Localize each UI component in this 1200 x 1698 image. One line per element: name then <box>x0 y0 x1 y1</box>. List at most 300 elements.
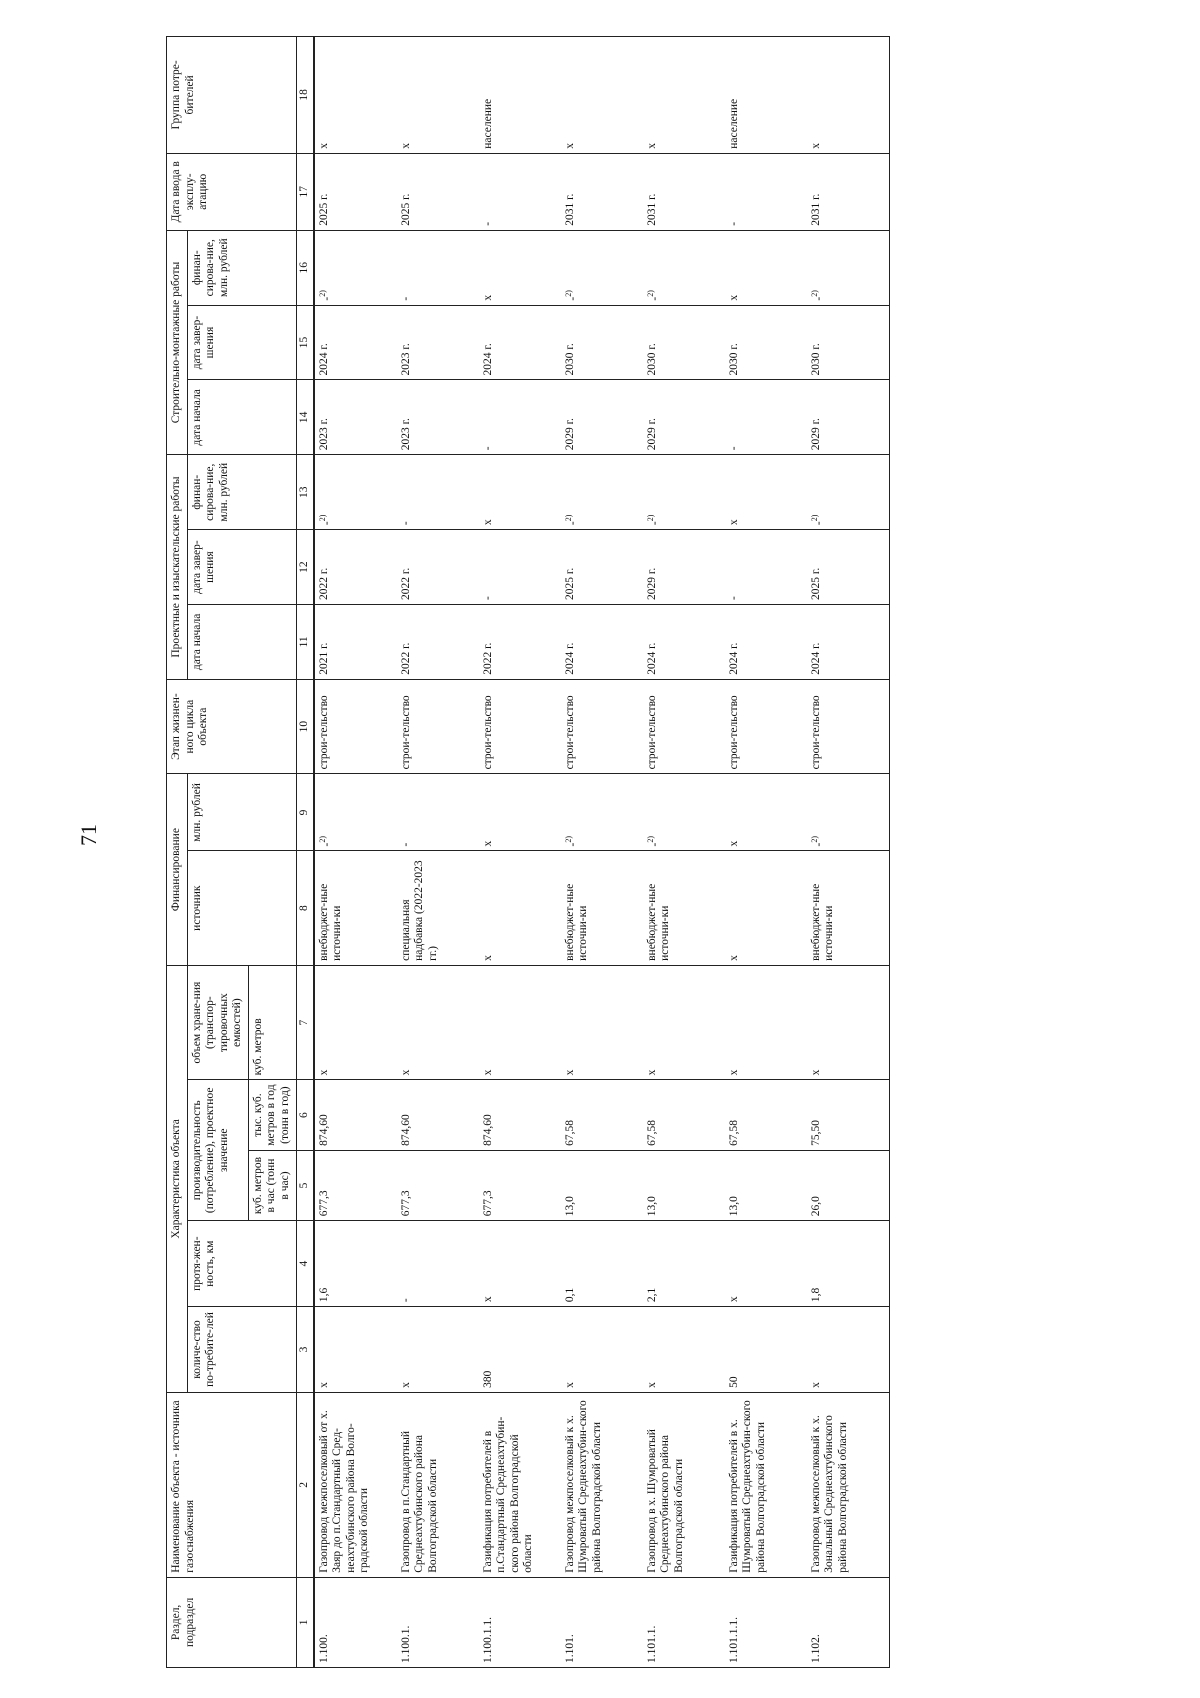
cell-value: 1.100.1. <box>399 1625 412 1663</box>
cell-value: 2024 г. <box>563 642 576 675</box>
cell-razdel <box>643 1577 725 1667</box>
column-number: 8 <box>296 851 314 965</box>
cell-etap <box>314 679 397 774</box>
column-number: 4 <box>296 1221 314 1307</box>
cell-value: 26,0 <box>809 1196 822 1217</box>
cell-data-vvoda <box>561 153 643 230</box>
cell-pir-finansirovanie <box>314 455 397 530</box>
header-obem-hraneniya: объем хране-ния (транспор-тировочных емкостей) <box>187 965 248 1080</box>
cell-mln-rublei <box>725 774 807 851</box>
cell-value: х <box>399 143 412 149</box>
cell-value: х <box>317 143 330 149</box>
cell-pir-finansirovanie <box>561 455 643 530</box>
column-number: 2 <box>296 1392 314 1577</box>
cell-pir-zavershenie <box>807 530 890 605</box>
cell-istochnik <box>314 851 397 965</box>
cell-istochnik <box>397 851 479 965</box>
table-row <box>479 37 561 1668</box>
cell-value: х <box>727 955 740 961</box>
cell-pir-finansirovanie <box>643 455 725 530</box>
cell-naimenovanie <box>725 1392 807 1577</box>
cell-value: Газопровод в х. Шумроватый Среднеахтубинского района Волгоградской области <box>645 1429 685 1573</box>
cell-razdel <box>314 1577 397 1667</box>
cell-naimenovanie <box>314 1392 397 1577</box>
cell-etap <box>397 679 479 774</box>
cell-smr-finansirovanie <box>479 230 561 305</box>
cell-mln-rublei <box>397 774 479 851</box>
cell-smr-nachalo <box>725 380 807 455</box>
cell-value: 67,58 <box>645 1119 658 1146</box>
cell-value: 0,1 <box>563 1287 576 1303</box>
cell-value: 2023 г. <box>399 343 412 376</box>
cell-value: 2029 г. <box>645 418 658 451</box>
cell-naimenovanie <box>397 1392 479 1577</box>
cell-pir-zavershenie <box>725 530 807 605</box>
cell-mln-rublei <box>561 774 643 851</box>
cell-value: - <box>727 221 740 226</box>
cell-data-vvoda <box>397 153 479 230</box>
cell-value: х <box>481 1296 494 1303</box>
cell-value: 2022 г. <box>399 567 412 600</box>
cell-pir-nachalo <box>561 604 643 679</box>
cell-istochnik <box>643 851 725 965</box>
cell-istochnik <box>479 851 561 965</box>
cell-value: 677,3 <box>481 1190 494 1217</box>
cell-value: - <box>566 521 579 526</box>
cell-smr-nachalo <box>561 380 643 455</box>
column-number: 18 <box>296 37 314 154</box>
cell-value: специальная надбавка (2022-2023 гг.) <box>399 860 439 961</box>
cell-value: х <box>563 143 576 149</box>
cell-value: 2025 г. <box>563 567 576 600</box>
cell-obem-hraneniya <box>397 965 479 1080</box>
cell-obem-hraneniya <box>561 965 643 1080</box>
cell-mln-rublei <box>807 774 890 851</box>
header-protyazhennost: протя-жен-ность, км <box>187 1221 296 1307</box>
cell-value: х <box>645 1069 658 1076</box>
cell-value: х <box>809 1382 822 1388</box>
cell-value: 13,0 <box>563 1196 576 1217</box>
cell-value: - <box>648 296 661 301</box>
footnote-mark: 2) <box>317 835 327 843</box>
footnote-mark: 2) <box>563 835 573 843</box>
cell-etap <box>725 679 807 774</box>
column-number: 12 <box>296 530 314 605</box>
cell-value: - <box>566 842 579 847</box>
cell-gruppa <box>807 37 890 154</box>
header-tys-kub-god: тыс. куб. метров в год (тонн в год) <box>248 1080 296 1150</box>
cell-smr-nachalo <box>643 380 725 455</box>
cell-smr-finansirovanie <box>561 230 643 305</box>
cell-smr-finansirovanie <box>725 230 807 305</box>
cell-pir-nachalo <box>479 604 561 679</box>
cell-value: 2031 г. <box>645 193 658 226</box>
cell-value: 2030 г. <box>563 343 576 376</box>
cell-value: х <box>727 519 740 526</box>
cell-pir-zavershenie <box>479 530 561 605</box>
cell-kolichestvo <box>807 1307 890 1393</box>
cell-protyazhennost <box>807 1221 890 1307</box>
cell-value: - <box>812 842 825 847</box>
cell-value: внебюджет-ные источни-ки <box>563 883 590 961</box>
cell-value: х <box>481 840 494 847</box>
cell-razdel <box>479 1577 561 1667</box>
cell-value: 1,6 <box>317 1287 330 1303</box>
cell-value: 67,58 <box>563 1119 576 1146</box>
cell-value: 67,58 <box>727 1119 740 1146</box>
cell-value: население <box>481 98 494 149</box>
cell-gruppa <box>725 37 807 154</box>
cell-value: - <box>399 842 412 847</box>
header-etap: Этап жизнен-ного цикла объекта <box>167 679 297 774</box>
cell-value: - <box>727 446 740 451</box>
cell-value: - <box>566 296 579 301</box>
cell-value: х <box>317 1069 330 1076</box>
cell-value: строи-тельство <box>645 695 658 770</box>
cell-istochnik <box>807 851 890 965</box>
cell-value: население <box>727 98 740 149</box>
column-number: 1 <box>296 1577 314 1667</box>
header-kolichestvo: количе-ство по-требите-лей <box>187 1307 296 1393</box>
cell-kolichestvo <box>643 1307 725 1393</box>
cell-value: 1.101.1. <box>645 1625 658 1663</box>
cell-value: х <box>727 1296 740 1303</box>
cell-kub-chas <box>725 1150 807 1220</box>
cell-pir-zavershenie <box>643 530 725 605</box>
cell-value: х <box>809 143 822 149</box>
gas-supply-table <box>166 36 890 1668</box>
cell-value: х <box>809 1069 822 1076</box>
cell-razdel <box>725 1577 807 1667</box>
cell-value: 2024 г. <box>317 343 330 376</box>
cell-value: 2030 г. <box>727 343 740 376</box>
column-number: 14 <box>296 380 314 455</box>
cell-value: х <box>481 1069 494 1076</box>
column-number: 9 <box>296 774 314 851</box>
cell-protyazhennost <box>725 1221 807 1307</box>
footnote-mark: 2) <box>809 514 819 522</box>
cell-value: 1.100.1.1. <box>481 1617 494 1663</box>
cell-value: х <box>481 955 494 961</box>
column-number: 6 <box>296 1080 314 1150</box>
cell-value: 874,60 <box>317 1114 330 1146</box>
cell-smr-nachalo <box>807 380 890 455</box>
cell-pir-nachalo <box>397 604 479 679</box>
header-gruppa: Группа потре-бителей <box>167 37 297 154</box>
cell-value: х <box>481 519 494 526</box>
cell-gruppa <box>314 37 397 154</box>
cell-value: Газопровод межпоселковый к х. Шумроватый Среднеахтубин-ского района Волгоградской области <box>563 1400 603 1573</box>
column-number: 15 <box>296 305 314 380</box>
table-header <box>167 37 314 1668</box>
cell-smr-finansirovanie <box>807 230 890 305</box>
table-row <box>807 37 890 1668</box>
cell-value: 2025 г. <box>317 193 330 226</box>
page-number: 71 <box>76 824 101 846</box>
rotated-table-area <box>166 36 1046 1668</box>
table-row <box>561 37 643 1668</box>
cell-value: строи-тельство <box>563 695 576 770</box>
cell-value: х <box>317 1382 330 1388</box>
header-data-vvoda: Дата ввода в эксплу-атацию <box>167 153 297 230</box>
cell-value: х <box>727 840 740 847</box>
cell-data-vvoda <box>643 153 725 230</box>
cell-value: внебюджет-ные источни-ки <box>645 883 672 961</box>
cell-value: Газопровод межпоселковый от х. Заяр до п.Стандартный Сред-неахтубинского района Волго-градской области <box>317 1410 371 1573</box>
cell-pir-nachalo <box>725 604 807 679</box>
cell-naimenovanie <box>561 1392 643 1577</box>
cell-data-vvoda <box>807 153 890 230</box>
cell-value: 1.100. <box>317 1634 330 1663</box>
cell-smr-nachalo <box>479 380 561 455</box>
cell-pir-zavershenie <box>397 530 479 605</box>
cell-value: - <box>727 596 740 600</box>
cell-mln-rublei <box>314 774 397 851</box>
cell-value: х <box>727 1069 740 1076</box>
cell-pir-finansirovanie <box>725 455 807 530</box>
cell-value: 1.101.1.1. <box>727 1617 740 1663</box>
cell-value: 2,1 <box>645 1287 658 1303</box>
footnote-mark: 2) <box>645 290 655 297</box>
cell-smr-zavershenie <box>807 305 890 380</box>
table-row <box>314 37 397 1668</box>
footnote-mark: 2) <box>645 514 655 522</box>
cell-naimenovanie <box>807 1392 890 1577</box>
cell-value: х <box>727 294 740 301</box>
cell-value: 2022 г. <box>399 642 412 675</box>
cell-kub-chas <box>397 1150 479 1220</box>
cell-kub-chas <box>479 1150 561 1220</box>
footnote-mark: 2) <box>645 835 655 843</box>
cell-value: строи-тельство <box>481 695 494 770</box>
header-pir-finansirovanie: финан-сирова-ние, млн. рублей <box>187 455 296 530</box>
cell-gruppa <box>397 37 479 154</box>
footnote-mark: 2) <box>809 290 819 297</box>
cell-smr-zavershenie <box>397 305 479 380</box>
cell-data-vvoda <box>725 153 807 230</box>
cell-razdel <box>561 1577 643 1667</box>
cell-pir-finansirovanie <box>807 455 890 530</box>
cell-smr-zavershenie <box>479 305 561 380</box>
cell-mln-rublei <box>479 774 561 851</box>
cell-pir-nachalo <box>807 604 890 679</box>
cell-value: 874,60 <box>399 1114 412 1146</box>
column-number: 3 <box>296 1307 314 1393</box>
cell-value: 2024 г. <box>809 642 822 675</box>
cell-smr-zavershenie <box>725 305 807 380</box>
cell-value: 1,8 <box>809 1287 822 1303</box>
cell-value: 2030 г. <box>809 343 822 376</box>
cell-value: 2023 г. <box>399 418 412 451</box>
cell-value: х <box>399 1069 412 1076</box>
cell-value: - <box>812 296 825 301</box>
cell-smr-zavershenie <box>561 305 643 380</box>
cell-value: внебюджет-ные источни-ки <box>317 883 344 961</box>
cell-value: внебюджет-ные источни-ки <box>809 883 836 961</box>
header-stroitelnye: Строительно-монтажные работы <box>167 230 188 455</box>
cell-value: 50 <box>727 1376 740 1388</box>
cell-naimenovanie <box>643 1392 725 1577</box>
cell-value: 2024 г. <box>481 343 494 376</box>
header-pir-data-zaversheniya: дата завер-шения <box>187 530 296 605</box>
header-smr-data-nachala: дата начала <box>187 380 296 455</box>
cell-value: - <box>320 521 333 526</box>
cell-value: х <box>399 1382 412 1388</box>
cell-kolichestvo <box>479 1307 561 1393</box>
cell-value: 2031 г. <box>809 193 822 226</box>
cell-value: 2025 г. <box>809 567 822 600</box>
cell-tys-kub-god <box>807 1080 890 1150</box>
cell-value: 2022 г. <box>481 642 494 675</box>
cell-smr-finansirovanie <box>314 230 397 305</box>
cell-protyazhennost <box>479 1221 561 1307</box>
cell-value: 2022 г. <box>317 567 330 600</box>
column-number: 5 <box>296 1150 314 1220</box>
cell-kub-chas <box>643 1150 725 1220</box>
cell-value: 2029 г. <box>563 418 576 451</box>
cell-smr-zavershenie <box>314 305 397 380</box>
cell-value: 13,0 <box>727 1196 740 1217</box>
cell-value: - <box>320 842 333 847</box>
header-kub-metrov: куб. метров <box>248 965 296 1080</box>
cell-value: Газопровод в п.Стандартный Среднеахтубинского района Волгоградской области <box>399 1431 439 1573</box>
cell-value: 2030 г. <box>645 343 658 376</box>
column-number: 13 <box>296 455 314 530</box>
column-number: 10 <box>296 679 314 774</box>
cell-value: х <box>563 1069 576 1076</box>
cell-value: 2023 г. <box>317 418 330 451</box>
cell-value: - <box>399 521 412 526</box>
cell-naimenovanie <box>479 1392 561 1577</box>
header-pir-data-nachala: дата начала <box>187 604 296 679</box>
cell-value: 13,0 <box>645 1196 658 1217</box>
footnote-mark: 2) <box>809 835 819 843</box>
cell-kolichestvo <box>561 1307 643 1393</box>
header-naimenovanie: Наименование объекта - источника газоснабжения <box>167 1392 297 1577</box>
cell-value: строи-тельство <box>399 695 412 770</box>
column-number: 16 <box>296 230 314 305</box>
cell-value: строи-тельство <box>727 695 740 770</box>
cell-etap <box>807 679 890 774</box>
cell-value: 75,50 <box>809 1119 822 1146</box>
cell-value: 2025 г. <box>399 193 412 226</box>
cell-obem-hraneniya <box>725 965 807 1080</box>
cell-etap <box>479 679 561 774</box>
cell-value: Газопровод межпоселковый к х. Зональный Среднеахтубинского района Волгоградской области <box>809 1415 849 1573</box>
table-row <box>643 37 725 1668</box>
footnote-mark: 2) <box>317 290 327 297</box>
cell-value: - <box>481 446 494 451</box>
header-proizvoditelnost: производительность (потребление), проектное значение <box>187 1080 248 1221</box>
table-row <box>397 37 479 1668</box>
cell-smr-nachalo <box>314 380 397 455</box>
cell-tys-kub-god <box>725 1080 807 1150</box>
cell-value: - <box>481 221 494 226</box>
header-smr-data-zaversheniya: дата завер-шения <box>187 305 296 380</box>
cell-kub-chas <box>807 1150 890 1220</box>
column-number: 11 <box>296 604 314 679</box>
cell-value: 1.101. <box>563 1634 576 1663</box>
cell-value: 2021 г. <box>317 642 330 675</box>
header-mln-rublei: млн. рублей <box>187 774 296 851</box>
cell-smr-zavershenie <box>643 305 725 380</box>
cell-tys-kub-god <box>643 1080 725 1150</box>
cell-value: 2024 г. <box>645 642 658 675</box>
cell-mln-rublei <box>643 774 725 851</box>
cell-value: 677,3 <box>399 1190 412 1217</box>
cell-tys-kub-god <box>479 1080 561 1150</box>
cell-value: 874,60 <box>481 1114 494 1146</box>
cell-value: - <box>320 296 333 301</box>
cell-protyazhennost <box>397 1221 479 1307</box>
cell-value: х <box>481 294 494 301</box>
cell-kolichestvo <box>397 1307 479 1393</box>
cell-value: 1.102. <box>809 1634 822 1663</box>
footnote-mark: 2) <box>563 290 573 297</box>
cell-pir-nachalo <box>643 604 725 679</box>
cell-smr-finansirovanie <box>643 230 725 305</box>
header-smr-finansirovanie: финан-сирова-ние, млн. рублей <box>187 230 296 305</box>
cell-value: 2031 г. <box>563 193 576 226</box>
cell-kub-chas <box>314 1150 397 1220</box>
cell-obem-hraneniya <box>807 965 890 1080</box>
cell-value: 677,3 <box>317 1190 330 1217</box>
cell-data-vvoda <box>314 153 397 230</box>
cell-value: - <box>812 521 825 526</box>
footnote-mark: 2) <box>563 514 573 522</box>
cell-kolichestvo <box>314 1307 397 1393</box>
cell-value: х <box>645 143 658 149</box>
cell-value: - <box>481 596 494 600</box>
cell-razdel <box>807 1577 890 1667</box>
cell-protyazhennost <box>314 1221 397 1307</box>
cell-value: х <box>563 1382 576 1388</box>
cell-pir-nachalo <box>314 604 397 679</box>
header-razdel: Раздел, подраздел <box>167 1577 297 1667</box>
cell-kub-chas <box>561 1150 643 1220</box>
cell-obem-hraneniya <box>643 965 725 1080</box>
header-finansirovanie: Финансирование <box>167 774 188 965</box>
cell-gruppa <box>479 37 561 154</box>
cell-smr-finansirovanie <box>397 230 479 305</box>
cell-tys-kub-god <box>397 1080 479 1150</box>
footnote-mark: 2) <box>317 514 327 522</box>
header-istochnik: источник <box>187 851 296 965</box>
cell-value: Газификация потребителей в п.Стандартный Среднеахтубин-ского района Волгоградской области <box>481 1416 535 1573</box>
header-kub-metrov-chas: куб. метров в час (тонн в час) <box>248 1150 296 1220</box>
cell-value: строи-тельство <box>317 695 330 770</box>
cell-value: - <box>648 521 661 526</box>
cell-etap <box>561 679 643 774</box>
table-row <box>725 37 807 1668</box>
cell-pir-finansirovanie <box>479 455 561 530</box>
cell-razdel <box>397 1577 479 1667</box>
cell-istochnik <box>561 851 643 965</box>
cell-gruppa <box>643 37 725 154</box>
cell-value: 2029 г. <box>645 567 658 600</box>
cell-tys-kub-god <box>314 1080 397 1150</box>
cell-value: 2024 г. <box>727 642 740 675</box>
column-number: 7 <box>296 965 314 1080</box>
cell-value: строи-тельство <box>809 695 822 770</box>
cell-etap <box>643 679 725 774</box>
column-number-row <box>296 37 314 1668</box>
cell-kolichestvo <box>725 1307 807 1393</box>
cell-data-vvoda <box>479 153 561 230</box>
table-body <box>314 37 890 1668</box>
cell-istochnik <box>725 851 807 965</box>
cell-value: 2029 г. <box>809 418 822 451</box>
